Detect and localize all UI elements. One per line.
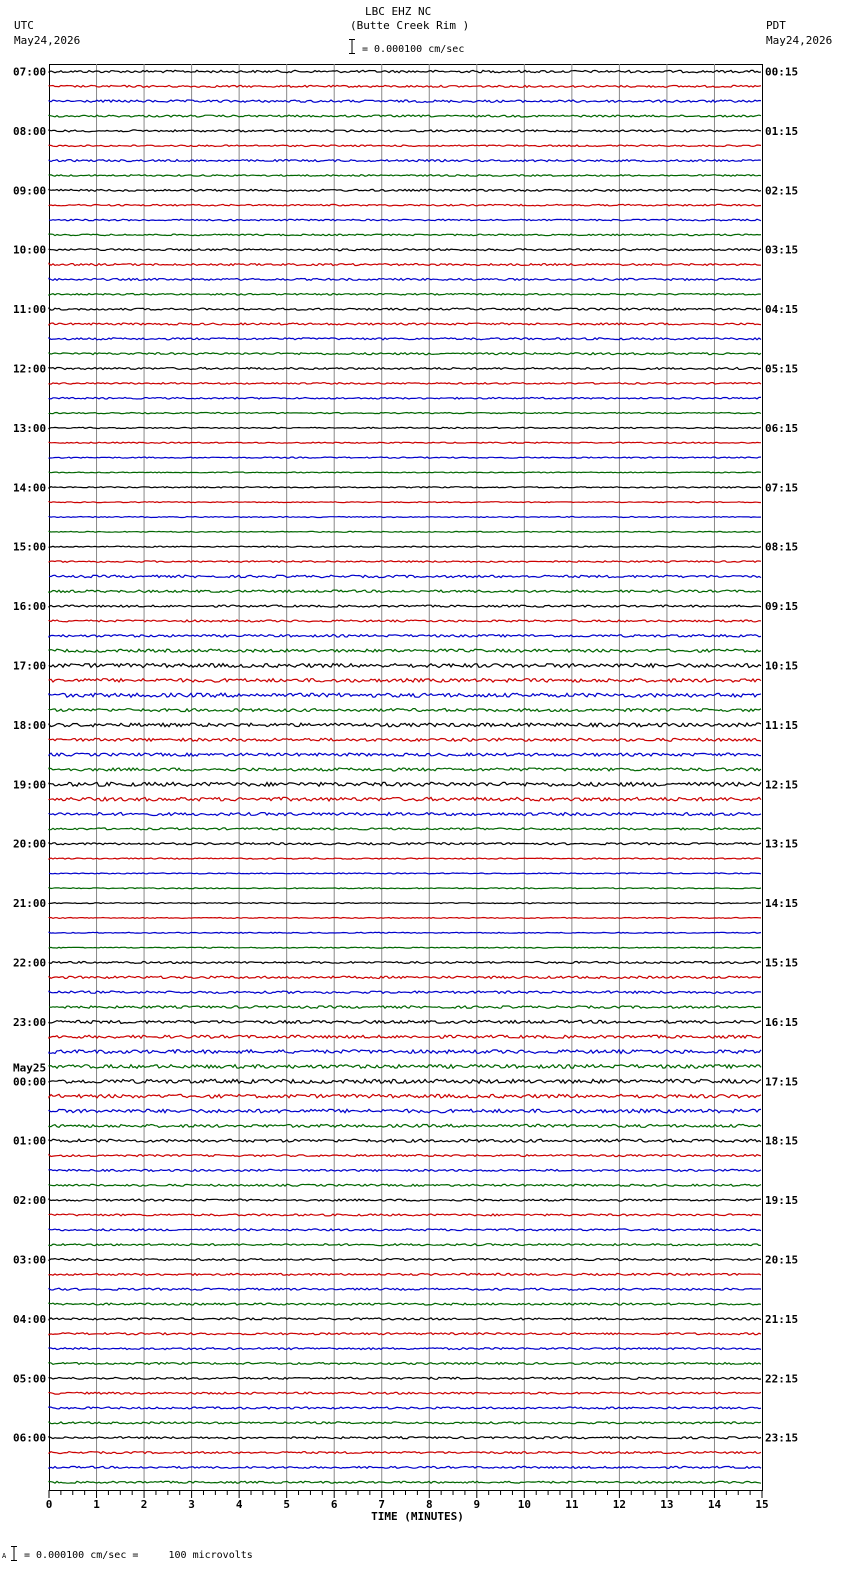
- trace-line: [49, 487, 761, 488]
- trace-line: [49, 991, 761, 993]
- x-tick-label: 6: [330, 1498, 338, 1511]
- pdt-time-label: 06:15: [765, 421, 799, 435]
- x-tick-label: 15: [755, 1498, 769, 1511]
- trace-line: [49, 531, 761, 532]
- trace-line: [49, 368, 761, 370]
- trace-line: [49, 1244, 761, 1246]
- utc-time-label: 11:00: [13, 303, 47, 317]
- trace-line: [49, 918, 761, 919]
- trace-line: [49, 308, 761, 310]
- trace-line: [49, 472, 761, 473]
- trace-line: [49, 1481, 761, 1483]
- pdt-time-label: 07:15: [765, 481, 799, 495]
- utc-date-label: May25: [13, 1061, 47, 1075]
- x-tick-label: 7: [378, 1498, 386, 1511]
- trace-line: [49, 338, 761, 340]
- trace-line: [49, 873, 761, 874]
- trace-line: [49, 903, 761, 904]
- pdt-time-label: 03:15: [765, 243, 799, 257]
- utc-time-label: 21:00: [13, 897, 47, 911]
- scale-label: = 0.000100 cm/sec: [362, 44, 465, 55]
- pdt-time-label: 05:15: [765, 362, 799, 376]
- x-tick-label: 0: [45, 1498, 53, 1511]
- trace-line: [49, 1377, 761, 1379]
- right-date: May24,2026: [766, 34, 833, 47]
- trace-line: [49, 1303, 761, 1305]
- trace-line: [49, 234, 761, 236]
- trace-line: [49, 976, 761, 978]
- utc-time-label: 17:00: [13, 659, 47, 673]
- trace-line: [49, 397, 761, 399]
- pdt-time-label: 04:15: [765, 303, 799, 317]
- utc-time-label: 23:00: [13, 1015, 47, 1029]
- trace-line: [49, 1094, 761, 1098]
- trace-line: [49, 1318, 761, 1320]
- trace-line: [49, 160, 761, 162]
- trace-line: [49, 413, 761, 414]
- trace-line: [49, 1035, 761, 1038]
- pdt-time-label: 14:15: [765, 897, 799, 911]
- trace-line: [49, 1392, 761, 1394]
- x-tick-label: 9: [473, 1498, 481, 1511]
- pdt-time-label: 10:15: [765, 659, 799, 673]
- trace-line: [49, 502, 761, 503]
- footer-scale-bar-icon: [10, 1546, 18, 1562]
- x-tick-label: 11: [565, 1498, 579, 1511]
- pdt-time-label: 23:15: [765, 1431, 799, 1445]
- utc-time-label: 02:00: [13, 1194, 47, 1208]
- trace-line: [49, 546, 761, 547]
- trace-line: [49, 753, 761, 756]
- pdt-time-label: 16:15: [765, 1015, 799, 1029]
- trace-line: [49, 100, 761, 102]
- utc-time-label: 10:00: [13, 243, 47, 257]
- trace-line: [49, 70, 761, 72]
- trace-line: [49, 813, 761, 816]
- right-timezone: PDT: [766, 19, 786, 32]
- utc-time-label: 09:00: [13, 184, 47, 198]
- trace-line: [49, 1288, 761, 1290]
- station-location: (Butte Creek Rim ): [350, 19, 470, 32]
- trace-line: [49, 1437, 761, 1439]
- utc-time-label: 20:00: [13, 837, 47, 851]
- utc-time-label: 03:00: [13, 1253, 47, 1267]
- pdt-time-label: 01:15: [765, 124, 799, 138]
- utc-time-label: 14:00: [13, 481, 47, 495]
- trace-line: [49, 664, 761, 668]
- left-date: May24,2026: [14, 34, 81, 47]
- footer-scale-label: = 0.000100 cm/sec = 100 microvolts: [24, 1550, 253, 1561]
- utc-time-label: 22:00: [13, 956, 47, 970]
- utc-time-label: 06:00: [13, 1431, 47, 1445]
- trace-line: [49, 797, 761, 801]
- pdt-time-label: 17:15: [765, 1075, 799, 1089]
- pdt-time-label: 15:15: [765, 956, 799, 970]
- trace-line: [49, 517, 761, 518]
- trace-line: [49, 1259, 761, 1261]
- trace-line: [49, 1422, 761, 1424]
- trace-line: [49, 1363, 761, 1365]
- utc-time-label: 04:00: [13, 1312, 47, 1326]
- trace-line: [49, 1348, 761, 1350]
- trace-line: [49, 383, 761, 385]
- x-tick-label: 4: [235, 1498, 243, 1511]
- trace-line: [49, 189, 761, 191]
- x-tick-label: 2: [140, 1498, 148, 1511]
- pdt-time-label: 02:15: [765, 184, 799, 198]
- trace-line: [49, 888, 761, 889]
- x-tick-label: 3: [188, 1498, 195, 1511]
- trace-line: [49, 353, 761, 355]
- trace-line: [49, 145, 761, 147]
- trace-line: [49, 278, 761, 280]
- trace-line: [49, 1452, 761, 1454]
- trace-line: [49, 590, 761, 592]
- trace-line: [49, 1169, 761, 1171]
- trace-line: [49, 264, 761, 266]
- trace-line: [49, 828, 761, 830]
- pdt-time-label: 12:15: [765, 778, 799, 792]
- trace-line: [49, 738, 761, 741]
- trace-line: [49, 1006, 761, 1008]
- trace-line: [49, 175, 761, 177]
- x-tick-label: 1: [93, 1498, 100, 1511]
- trace-line: [49, 768, 761, 771]
- utc-time-label: 15:00: [13, 540, 47, 554]
- utc-time-label: 00:00: [13, 1075, 47, 1089]
- trace-line: [49, 693, 761, 697]
- trace-line: [49, 1139, 761, 1142]
- x-axis-label: TIME (MINUTES): [371, 1510, 464, 1523]
- trace-line: [49, 1050, 761, 1054]
- trace-line: [49, 1184, 761, 1186]
- trace-line: [49, 323, 761, 325]
- trace-line: [49, 85, 761, 87]
- pdt-time-label: 00:15: [765, 65, 799, 79]
- pdt-time-label: 09:15: [765, 600, 799, 614]
- trace-line: [49, 782, 761, 786]
- trace-line: [49, 294, 761, 296]
- trace-line: [49, 1199, 761, 1201]
- pdt-time-label: 08:15: [765, 540, 799, 554]
- trace-line: [49, 649, 761, 652]
- left-timezone: UTC: [14, 19, 34, 32]
- trace-line: [49, 932, 761, 933]
- utc-time-label: 07:00: [13, 65, 47, 79]
- trace-line: [49, 1273, 761, 1275]
- trace-line: [49, 1065, 761, 1069]
- trace-line: [49, 1079, 761, 1083]
- pdt-time-label: 19:15: [765, 1194, 799, 1208]
- trace-line: [49, 249, 761, 251]
- x-tick-label: 8: [425, 1498, 433, 1511]
- trace-line: [49, 947, 761, 948]
- trace-line: [49, 1020, 761, 1023]
- x-tick-label: 14: [707, 1498, 722, 1511]
- trace-line: [49, 1333, 761, 1335]
- pdt-time-label: 21:15: [765, 1312, 799, 1326]
- trace-line: [49, 204, 761, 206]
- trace-line: [49, 115, 761, 117]
- x-tick-label: 5: [283, 1498, 290, 1511]
- trace-line: [49, 575, 761, 577]
- pdt-time-label: 22:15: [765, 1372, 799, 1386]
- trace-line: [49, 442, 761, 443]
- trace-line: [49, 1124, 761, 1127]
- pdt-time-label: 11:15: [765, 718, 799, 732]
- utc-time-label: 19:00: [13, 778, 47, 792]
- utc-time-label: 18:00: [13, 718, 47, 732]
- trace-line: [49, 723, 761, 727]
- trace-line: [49, 1407, 761, 1409]
- utc-time-label: 16:00: [13, 600, 47, 614]
- footer-scale-prefix: A: [2, 1552, 7, 1560]
- trace-line: [49, 843, 761, 845]
- pdt-time-label: 18:15: [765, 1134, 799, 1148]
- pdt-time-label: 20:15: [765, 1253, 799, 1267]
- pdt-time-label: 13:15: [765, 837, 799, 851]
- utc-time-label: 05:00: [13, 1372, 47, 1386]
- trace-line: [49, 1229, 761, 1231]
- trace-line: [49, 457, 761, 458]
- trace-line: [49, 962, 761, 964]
- trace-line: [49, 427, 761, 428]
- trace-line: [49, 1466, 761, 1468]
- utc-time-label: 12:00: [13, 362, 47, 376]
- trace-line: [49, 605, 761, 607]
- trace-line: [49, 620, 761, 622]
- trace-line: [49, 1109, 761, 1113]
- x-tick-label: 13: [660, 1498, 674, 1511]
- trace-line: [49, 561, 761, 563]
- trace-line: [49, 679, 761, 683]
- trace-line: [49, 219, 761, 221]
- utc-time-label: 01:00: [13, 1134, 47, 1148]
- trace-line: [49, 858, 761, 859]
- trace-line: [49, 130, 761, 132]
- trace-line: [49, 709, 761, 712]
- trace-line: [49, 1155, 761, 1157]
- station-title: LBC EHZ NC: [365, 5, 432, 18]
- x-tick-label: 12: [612, 1498, 627, 1511]
- utc-time-label: 13:00: [13, 421, 47, 435]
- x-tick-label: 10: [517, 1498, 531, 1511]
- trace-line: [49, 635, 761, 637]
- trace-line: [49, 1214, 761, 1216]
- utc-time-label: 08:00: [13, 124, 47, 138]
